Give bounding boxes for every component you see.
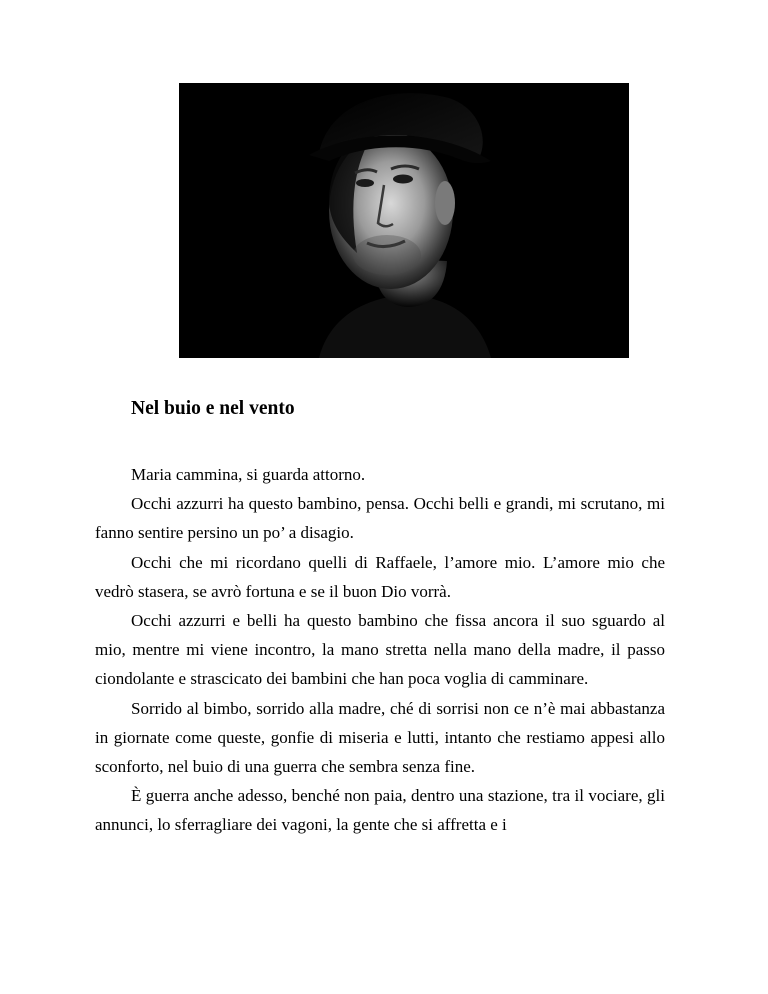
paragraph: Sorrido al bimbo, sorrido alla madre, ché di sorrisi non ce n’è mai abbastanza in giornate come queste, gonfie di miseria e lutti, intanto che restiamo appesi allo sconforto, nel buio di una guerra che sembra senza fine.: [95, 698, 665, 777]
paragraph: Occhi azzurri e belli ha questo bambino che fissa ancora il suo sguardo al mio, mentre mi viene incontro, la mano stretta nella mano della madre, il passo ciondolante e strascicato dei bambini che han poca voglia di camminare.: [95, 611, 665, 689]
story-title: Nel buio e nel vento: [131, 398, 295, 419]
portrait-photo: [179, 83, 629, 358]
paragraph: È guerra anche adesso, benché non paia, dentro una stazione, tra il vociare, gli annunci, lo sferragliare dei vagoni, la gente che si affretta e i: [95, 786, 665, 835]
paragraph: Occhi azzurri ha questo bambino, pensa. Occhi belli e grandi, mi scrutano, mi fanno sentire persino un po’ a disagio.: [95, 494, 665, 543]
story-body: [95, 460, 665, 840]
paragraph: Occhi che mi ricordano quelli di Raffaele, l’amore mio. L’amore mio che vedrò stasera, se avrò fortuna e se il buon Dio vorrà.: [95, 552, 665, 601]
paragraph: Maria cammina, si guarda attorno.: [131, 465, 366, 484]
